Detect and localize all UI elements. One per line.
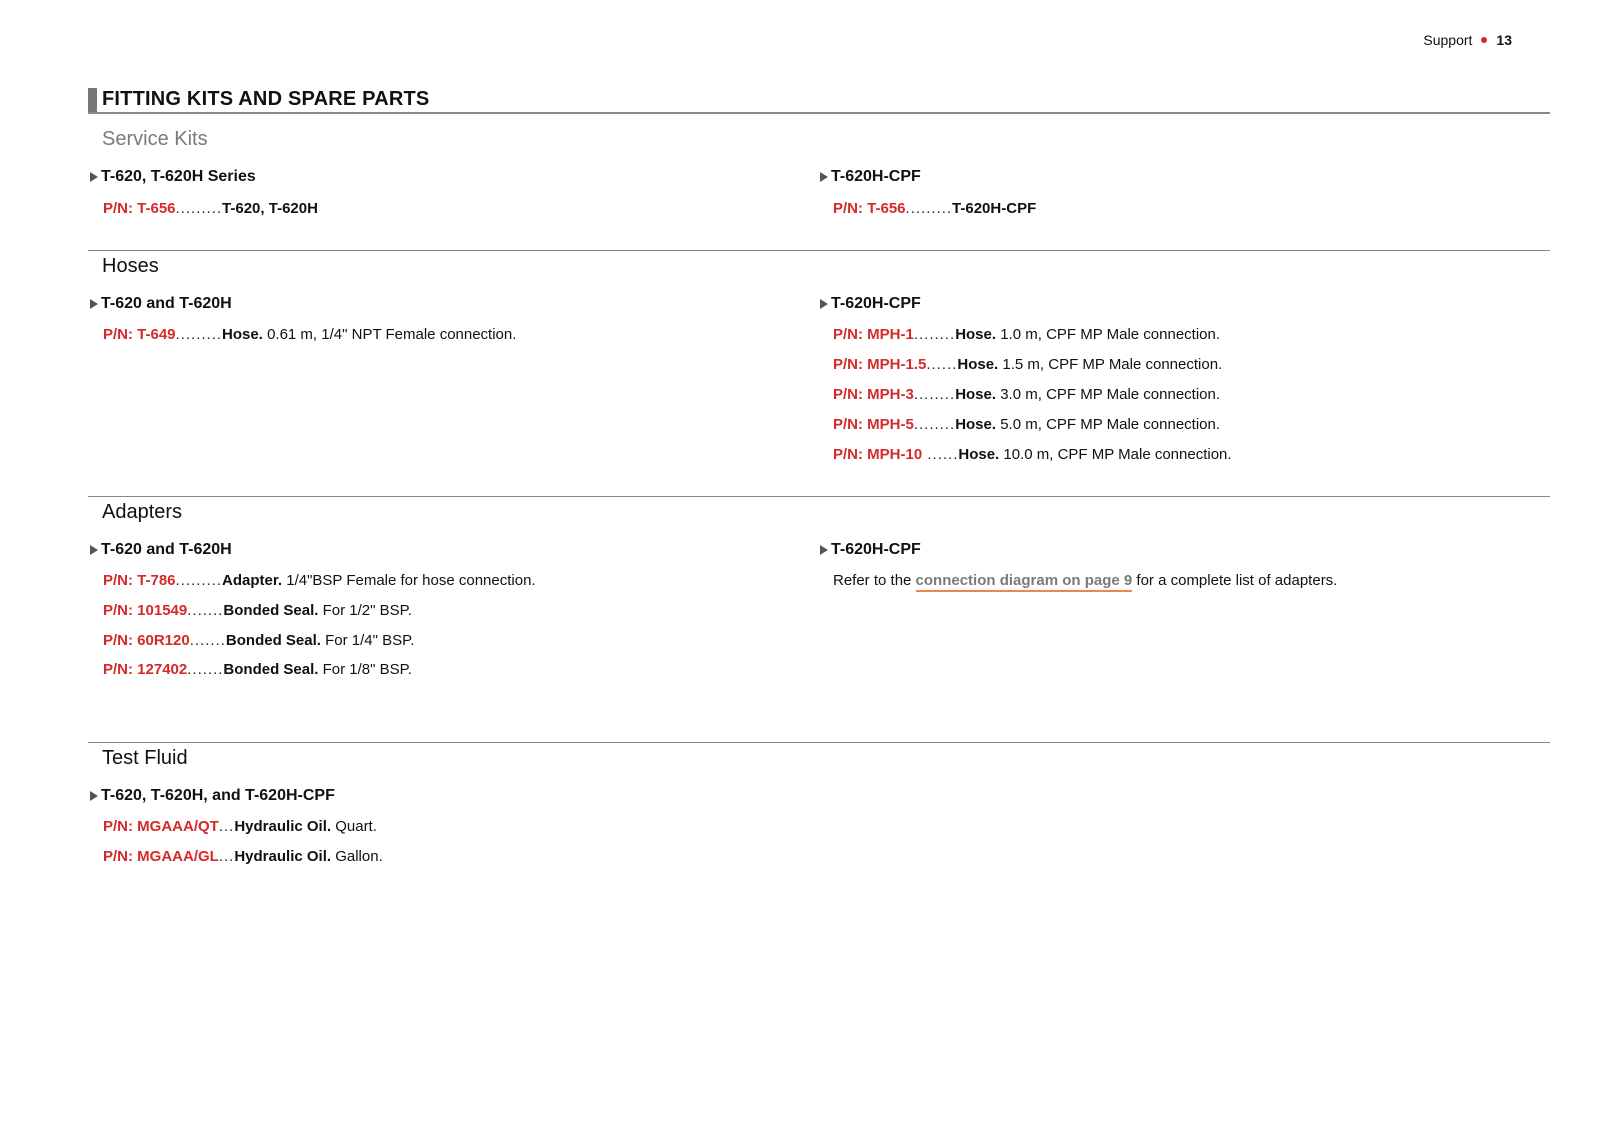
part-number: P/N: MGAAA/QT [103,818,219,835]
triangle-right-icon [90,545,98,555]
dot-leader: ...... [922,446,959,463]
part-row [833,200,1036,217]
part-description: 1.5 m, CPF MP Male connection. [998,356,1223,373]
part-name: Hose. [957,356,999,373]
running-header [1423,32,1512,48]
part-number: P/N: MPH-10 [833,446,923,463]
part-name: Hydraulic Oil. [234,848,332,865]
section-title-adapters: Adapters [102,501,183,523]
triangle-right-icon [820,545,828,555]
sub-heading [88,541,232,559]
section-title-hoses: Hoses [102,255,159,277]
part-row [103,661,412,678]
sub-heading [88,168,256,186]
part-row [833,386,1220,403]
part-number: P/N: 101549 [103,602,188,619]
page-title: FITTING KITS AND SPARE PARTS [102,88,430,110]
sub-heading-label: T-620, T-620H Series [101,168,256,185]
dot-leader: ....... [189,632,226,649]
part-name: Hydraulic Oil. [234,818,332,835]
bullet-dot-icon [1481,37,1487,43]
triangle-right-icon [90,299,98,309]
sub-heading-label: T-620 and T-620H [101,295,232,312]
note-text-before: Refer to the [833,572,916,589]
part-description: 3.0 m, CPF MP Male connection. [996,386,1221,403]
dot-leader: ......... [905,200,953,217]
part-name: T-620, T-620H [222,200,318,217]
part-description: 0.61 m, 1/4" NPT Female connection. [262,326,517,343]
dot-leader: ........ [913,416,956,433]
page-title-block [88,88,1550,114]
sub-heading [818,541,921,559]
part-name: Hose. [955,416,997,433]
part-name: T-620H-CPF [952,200,1037,217]
part-name: Bonded Seal. [225,632,321,649]
part-description: 10.0 m, CPF MP Male connection. [999,446,1232,463]
adapters-section [88,496,1550,733]
sub-heading-label: T-620H-CPF [831,541,921,558]
part-number: P/N: MGAAA/GL [103,848,219,865]
part-name: Hose. [222,326,263,343]
sub-heading-label: T-620 and T-620H [101,541,232,558]
dot-leader: ....... [187,602,224,619]
part-row [833,446,1232,463]
sub-heading-label: T-620H-CPF [831,168,921,185]
dot-leader: ... [218,848,235,865]
part-name: Hose. [958,446,1000,463]
dot-leader: ...... [926,356,958,373]
section-title-service-kits: Service Kits [102,128,208,150]
part-row [103,818,377,835]
section-title-test-fluid: Test Fluid [102,747,188,769]
part-number: P/N: T-656 [833,200,906,217]
test-fluid-section [88,742,1550,883]
part-number: P/N: 60R120 [103,632,190,649]
connection-diagram-link[interactable]: connection diagram on page 9 [916,572,1133,592]
part-row [103,572,536,589]
part-description: 1/4"BSP Female for hose connection. [282,572,536,589]
part-row [103,200,318,217]
triangle-right-icon [820,299,828,309]
dot-leader: ........ [913,386,956,403]
part-row [833,356,1222,373]
page-number: 13 [1496,32,1512,48]
part-name: Hose. [955,326,997,343]
note-text-after: for a complete list of adapters. [1132,572,1338,589]
dot-leader: ........ [913,326,956,343]
part-row [103,632,414,649]
hoses-section [88,250,1550,487]
part-number: P/N: 127402 [103,661,188,678]
sub-heading [818,295,921,313]
part-description: 5.0 m, CPF MP Male connection. [996,416,1221,433]
part-number: P/N: MPH-1 [833,326,914,343]
part-number: P/N: MPH-3 [833,386,914,403]
sub-heading [818,168,921,186]
part-number: P/N: T-656 [103,200,176,217]
sub-heading [88,787,335,805]
triangle-right-icon [820,172,828,182]
adapter-note [833,572,1337,589]
part-number: P/N: T-786 [103,572,176,589]
part-row [103,326,516,343]
part-name: Adapter. [222,572,283,589]
dot-leader: ......... [175,572,223,589]
part-row [103,848,383,865]
service-kits-section [88,124,1550,234]
part-description: 1.0 m, CPF MP Male connection. [996,326,1221,343]
part-description: For 1/2" BSP. [318,602,412,619]
triangle-right-icon [90,172,98,182]
part-description: Quart. [331,818,377,835]
running-header-section: Support [1423,32,1473,48]
part-description: For 1/4" BSP. [320,632,415,649]
part-row [833,416,1220,433]
sub-heading-label: T-620H-CPF [831,295,921,312]
part-description: For 1/8" BSP. [318,661,412,678]
part-number: P/N: MPH-5 [833,416,914,433]
part-number: P/N: T-649 [103,326,176,343]
sub-heading-label: T-620, T-620H, and T-620H-CPF [101,787,335,804]
dot-leader: ... [218,818,235,835]
dot-leader: ....... [187,661,224,678]
dot-leader: ......... [175,326,223,343]
part-number: P/N: MPH-1.5 [833,356,927,373]
part-description: Gallon. [331,848,383,865]
part-row [833,326,1220,343]
part-name: Bonded Seal. [223,661,319,678]
part-name: Hose. [955,386,997,403]
triangle-right-icon [90,791,98,801]
part-row [103,602,412,619]
part-name: Bonded Seal. [223,602,319,619]
dot-leader: ......... [175,200,223,217]
heading-bar-icon [88,88,97,112]
sub-heading [88,295,232,313]
